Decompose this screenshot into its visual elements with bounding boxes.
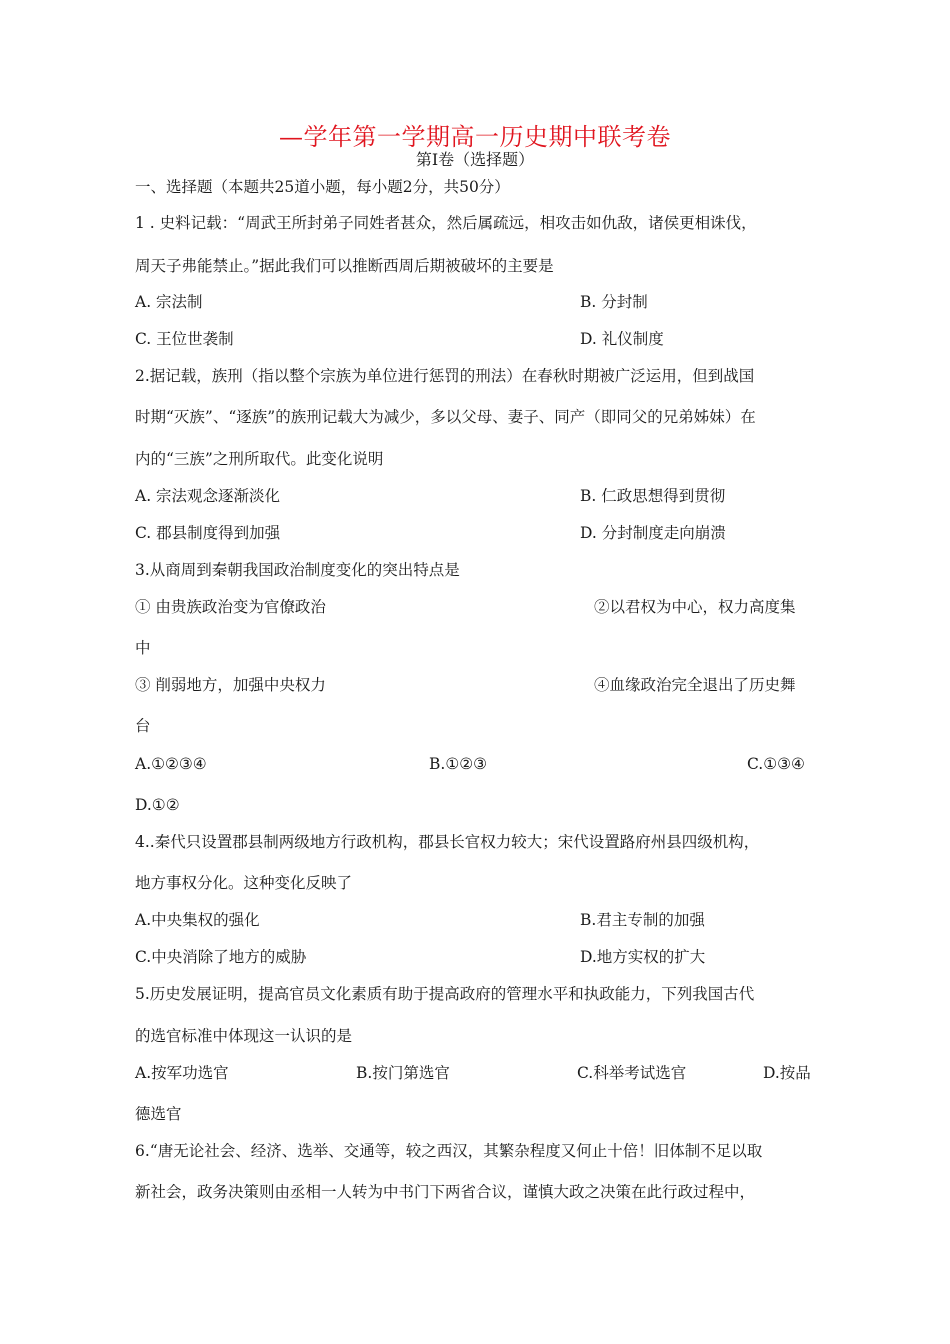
question-2-stem-line-2: 时期“灭族”、“逐族”的族刑记载大为减少，多以父母、妻子、同产（即同父的兄弟姊妹）在 [135,408,756,426]
exam-subtitle: 第Ⅰ卷（选择题） [415,150,535,169]
question-4-stem-line-2: 地方事权分化。这种变化反映了 [135,874,353,892]
exam-title: —学年第一学期高一历史期中联考卷 [279,123,671,151]
question-1-option-b: B. 分封制 [580,293,648,311]
question-1-stem-line-1: 1 . 史料记载：“周武王所封弟子同姓者甚众，然后属疏远，相攻击如仇敌，诸侯更相诛伐， [135,214,757,232]
question-5-option-c: C.科举考试选官 [577,1064,687,1082]
question-4-option-a: A.中央集权的强化 [135,911,260,929]
question-5-option-b: B.按门第选官 [356,1064,450,1082]
question-3-item-2: ②以君权为中心，权力高度集 [594,598,796,616]
question-1-stem-line-2: 周天子弗能禁止。”据此我们可以推断西周后期被破坏的主要是 [135,257,554,275]
question-3-option-d: D.①② [135,796,180,814]
question-1-option-d: D. 礼仪制度 [580,330,664,348]
question-3-item-2-wrap: 中 [135,639,151,657]
question-2-stem-line-3: 内的“三族”之刑所取代。此变化说明 [135,450,384,468]
section-heading: 一、选择题（本题共25道小题，每小题2分，共50分） [135,178,510,196]
question-4-option-c: C.中央消除了地方的威胁 [135,948,307,966]
question-2-option-d: D. 分封制度走向崩溃 [580,524,726,542]
question-5-option-d: D.按品 [763,1064,811,1082]
question-1-option-a: A. 宗法制 [135,293,203,311]
question-2-option-a: A. 宗法观念逐渐淡化 [135,487,281,505]
question-4-option-b: B.君主专制的加强 [580,911,705,929]
question-4-option-d: D.地方实权的扩大 [580,948,706,966]
question-6-stem-line-2: 新社会，政务决策则由丞相一人转为中书门下两省合议，谨慎大政之决策在此行政过程中， [135,1183,756,1201]
question-3-stem: 3.从商周到秦朝我国政治制度变化的突出特点是 [135,561,460,579]
question-3-item-4-wrap: 台 [135,717,151,735]
question-5-option-a: A.按军功选官 [135,1064,229,1082]
question-3-item-1: ① 由贵族政治变为官僚政治 [135,598,326,616]
question-5-stem-line-2: 的选官标准中体现这一认识的是 [135,1027,353,1045]
question-6-stem-line-1: 6.“唐无论社会、经济、选举、交通等，较之西汉，其繁杂程度又何止十倍！旧体制不足以取 [135,1142,763,1160]
question-5-stem-line-1: 5.历史发展证明，提高官员文化素质有助于提高政府的管理水平和执政能力，下列我国古代 [135,985,755,1003]
question-3-option-c: C.①③④ [747,755,805,773]
question-3-option-a: A.①②③④ [135,755,207,773]
question-5-option-d-wrap: 德选官 [135,1105,182,1123]
question-3-item-4: ④血缘政治完全退出了历史舞 [594,676,796,694]
question-3-item-3: ③ 削弱地方，加强中央权力 [135,676,326,694]
question-4-stem-line-1: 4..秦代只设置郡县制两级地方行政机构，郡县长官权力较大；宋代设置路府州县四级机构， [135,833,760,851]
question-2-option-c: C. 郡县制度得到加强 [135,524,281,542]
question-3-option-b: B.①②③ [429,755,488,773]
question-2-stem-line-1: 2.据记载，族刑（指以整个宗族为单位进行惩罚的刑法）在春秋时期被广泛运用，但到战国 [135,367,755,385]
question-1-option-c: C. 王位世袭制 [135,330,234,348]
question-2-option-b: B. 仁政思想得到贯彻 [580,487,726,505]
